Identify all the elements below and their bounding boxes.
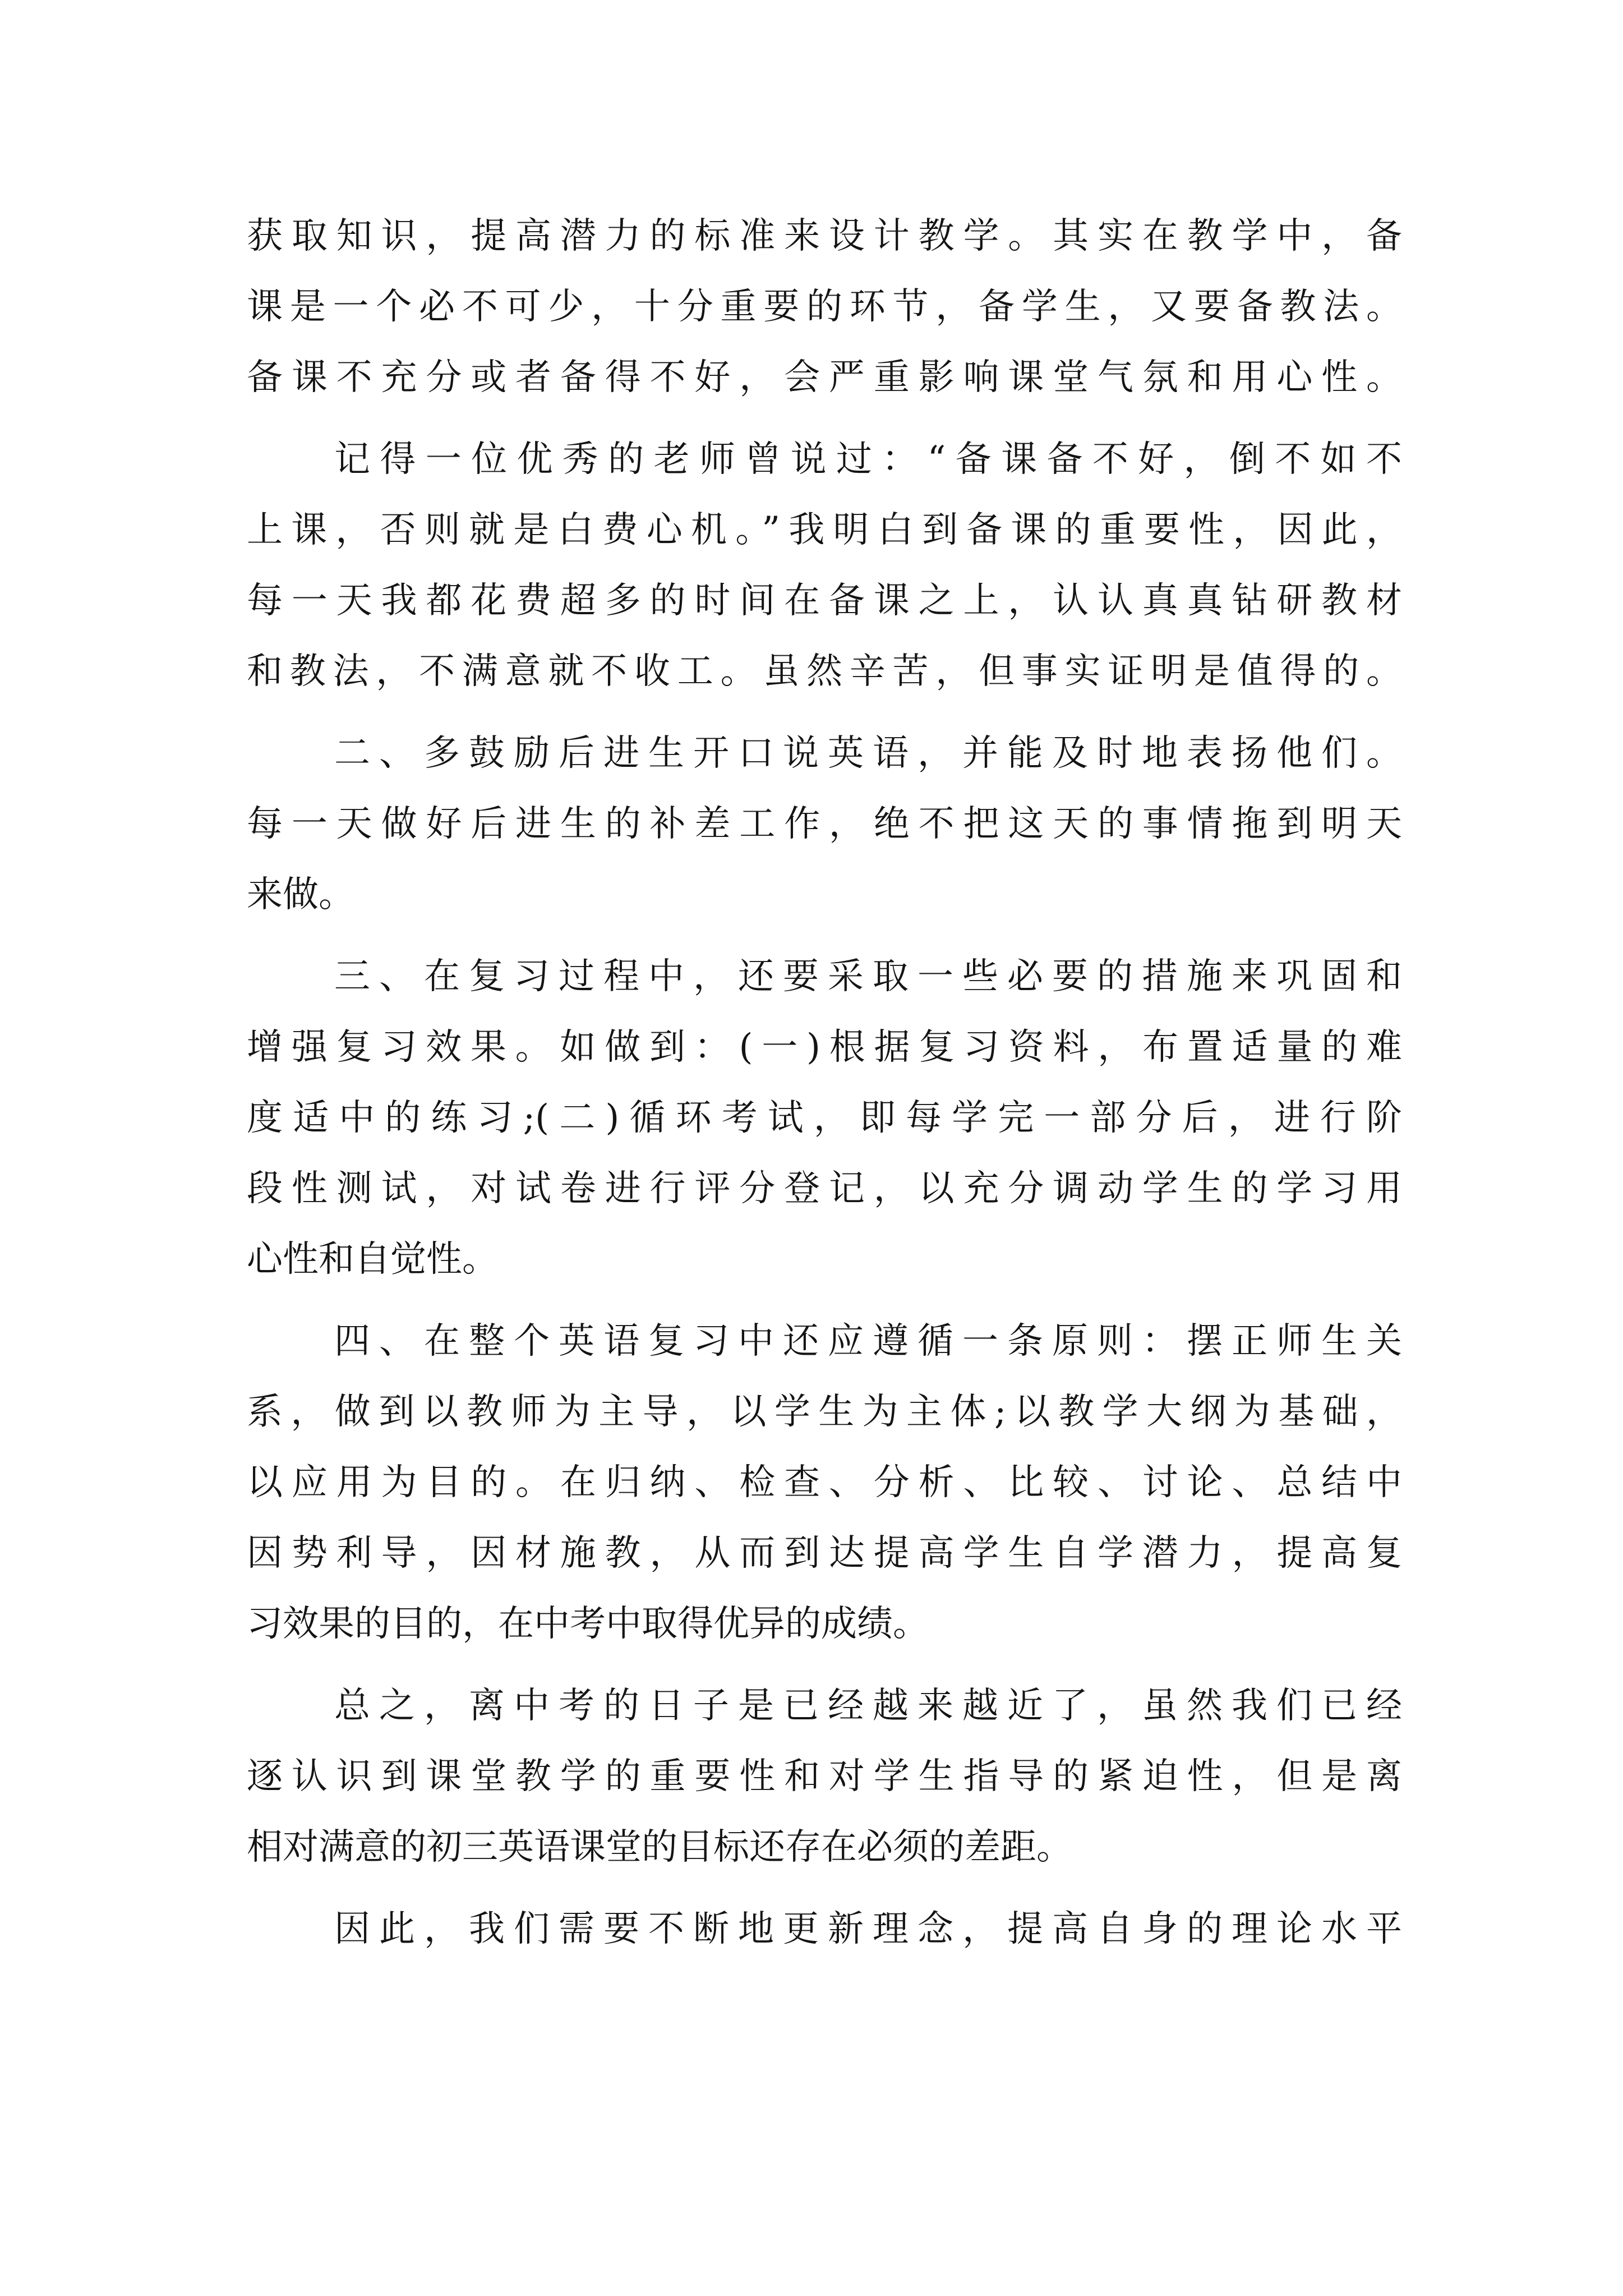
paragraph-first-line: 二、多鼓励后进生开口说英语，并能及时地表扬他们。	[334, 733, 1402, 774]
text-line: 每一天做好后进生的补差工作，绝不把这天的事情拖到明天	[247, 803, 1402, 845]
paragraph-first-line: 总之，离中考的日子是已经越来越近了，虽然我们已经	[334, 1685, 1402, 1727]
paragraph-first-line: 因此，我们需要不断地更新理念，提高自身的理论水平	[334, 1908, 1402, 1950]
text-line: 增强复习效果。如做到：(一)根据复习资料，布置适量的难	[247, 1027, 1402, 1068]
text-line: 习效果的目的，在中考中取得优异的成绩。	[247, 1603, 929, 1645]
text-line: 逐认识到课堂教学的重要性和对学生指导的紧迫性，但是离	[247, 1756, 1402, 1797]
text-line: 段性测试，对试卷进行评分登记，以充分调动学生的学习用	[247, 1168, 1402, 1209]
text-line: 相对满意的初三英语课堂的目标还存在必须的差距。	[247, 1826, 1072, 1868]
text-line: 课是一个必不可少，十分重要的环节，备学生，又要备教法。	[247, 286, 1402, 328]
text-line: 来做。	[247, 874, 354, 915]
paragraph-first-line: 三、在复习过程中，还要采取一些必要的措施来巩固和	[334, 956, 1402, 997]
text-line: 备课不充分或者备得不好，会严重影响课堂气氛和用心性。	[247, 357, 1402, 398]
text-line: 和教法，不满意就不收工。虽然辛苦，但事实证明是值得的。	[247, 651, 1402, 692]
text-line: 以应用为目的。在归纳、检查、分析、比较、讨论、总结中	[247, 1462, 1402, 1503]
text-line: 每一天我都花费超多的时间在备课之上，认认真真钻研教材	[247, 580, 1402, 622]
text-line: 获取知识，提高潜力的标准来设计教学。其实在教学中，备	[247, 215, 1402, 257]
paragraph-first-line: 四、在整个英语复习中还应遵循一条原则：摆正师生关	[334, 1320, 1402, 1362]
text-line: 系，做到以教师为主导，以学生为主体;以教学大纲为基础，	[247, 1391, 1402, 1433]
text-line: 上课，否则就是白费心机。”我明白到备课的重要性，因此，	[247, 509, 1402, 551]
text-line: 心性和自觉性。	[247, 1239, 498, 1280]
paragraph-first-line: 记得一位优秀的老师曾说过：“备课备不好，倒不如不	[334, 439, 1402, 480]
text-line: 度适中的练习;(二)循环考试，即每学完一部分后，进行阶	[247, 1097, 1402, 1139]
text-line: 因势利导，因材施教，从而到达提高学生自学潜力，提高复	[247, 1533, 1402, 1574]
